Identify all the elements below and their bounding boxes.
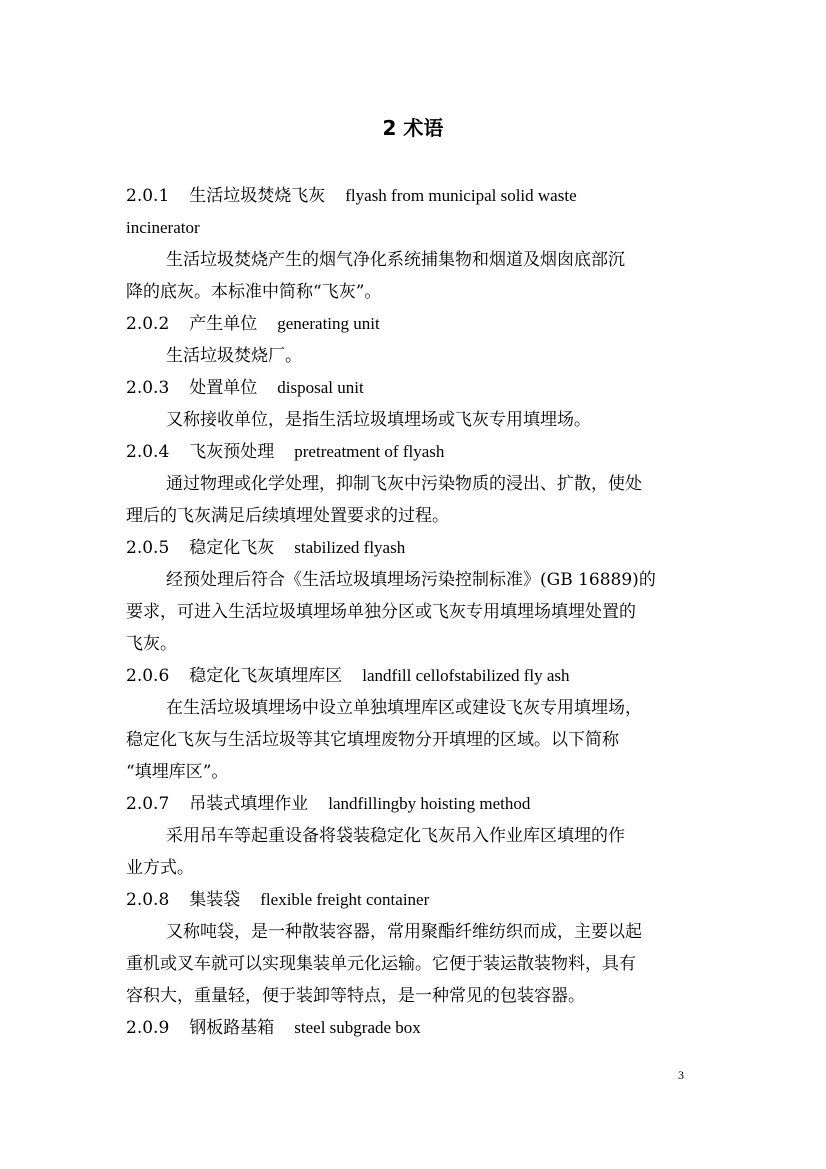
term-definition	[126, 404, 704, 436]
term-heading	[126, 180, 704, 244]
term-number: 2.0.3	[126, 378, 170, 398]
definition-line: 经预处理后符合《生活垃圾填埋场污染控制标准》(GB 16889)的	[166, 570, 656, 590]
term-entry	[126, 180, 704, 308]
term-english: landfill cellofstabilized fly ash	[362, 666, 570, 685]
term-number: 2.0.2	[126, 314, 170, 334]
term-chinese: 生活垃圾焚烧飞灰	[189, 186, 326, 206]
term-english: pretreatment of flyash	[294, 442, 445, 461]
term-entry	[126, 788, 704, 884]
term-english-continued: incinerator	[126, 218, 200, 237]
term-entry	[126, 372, 704, 436]
term-chinese: 钢板路基箱	[189, 1018, 275, 1038]
page-number: 3	[678, 1068, 684, 1082]
definition-line: 生活垃圾焚烧产生的烟气净化系统捕集物和烟道及烟囱底部沉	[166, 250, 625, 270]
page-title: 2 术语	[382, 116, 444, 140]
term-english: steel subgrade box	[294, 1018, 421, 1037]
term-heading	[126, 788, 704, 820]
term-chinese: 处置单位	[189, 378, 258, 398]
term-english: flexible freight container	[260, 890, 430, 909]
term-heading	[126, 308, 704, 340]
term-english: stabilized flyash	[294, 538, 406, 557]
term-definition	[126, 468, 704, 532]
term-definition	[126, 244, 704, 308]
term-number: 2.0.1	[126, 186, 170, 206]
definition-line: 采用吊车等起重设备将袋装稳定化飞灰吊入作业库区填埋的作	[166, 826, 625, 846]
term-heading	[126, 660, 704, 692]
term-chinese: 吊装式填埋作业	[189, 794, 309, 814]
term-chinese: 产生单位	[189, 314, 258, 334]
term-chinese: 稳定化飞灰填埋库区	[189, 666, 343, 686]
definition-line: 通过物理或化学处理，抑制飞灰中污染物质的浸出、扩散，使处	[166, 474, 642, 494]
terms-list	[126, 180, 704, 1044]
definition-line: 业方式。	[126, 858, 194, 878]
term-number: 2.0.6	[126, 666, 170, 686]
term-entry	[126, 532, 704, 660]
term-entry	[126, 1012, 704, 1044]
term-entry	[126, 308, 704, 372]
definition-line: 稳定化飞灰与生活垃圾等其它填埋废物分开填埋的区域。以下简称	[126, 730, 619, 750]
definition-line: 要求，可进入生活垃圾填埋场单独分区或飞灰专用填埋场填埋处置的	[126, 602, 636, 622]
definition-line: 降的底灰。本标准中简称“飞灰”。	[126, 282, 382, 302]
term-english: generating unit	[277, 314, 380, 333]
term-chinese: 集装袋	[189, 890, 241, 910]
term-chinese: 飞灰预处理	[189, 442, 275, 462]
term-english: flyash from municipal solid waste	[345, 186, 577, 205]
term-number: 2.0.8	[126, 890, 170, 910]
definition-line: 又称接收单位，是指生活垃圾填埋场或飞灰专用填埋场。	[166, 410, 591, 430]
definition-line: 容积大，重量轻，便于装卸等特点，是一种常见的包装容器。	[126, 986, 585, 1006]
definition-line: 在生活垃圾填埋场中设立单独填埋库区或建设飞灰专用填埋场，	[166, 698, 642, 718]
definition-line: “填埋库区”。	[126, 762, 229, 782]
term-number: 2.0.9	[126, 1018, 170, 1038]
term-number: 2.0.7	[126, 794, 170, 814]
term-entry	[126, 884, 704, 1012]
term-heading	[126, 436, 704, 468]
term-definition	[126, 916, 704, 1012]
term-heading	[126, 1012, 704, 1044]
term-definition	[126, 692, 704, 788]
term-english: disposal unit	[277, 378, 364, 397]
term-number: 2.0.4	[126, 442, 170, 462]
term-number: 2.0.5	[126, 538, 170, 558]
term-chinese: 稳定化飞灰	[189, 538, 275, 558]
term-entry	[126, 660, 704, 788]
definition-line: 又称吨袋，是一种散装容器，常用聚酯纤维纺织而成，主要以起	[166, 922, 642, 942]
term-heading	[126, 884, 704, 916]
definition-line: 飞灰。	[126, 634, 177, 654]
definition-line: 重机或叉车就可以实现集装单元化运输。它便于装运散装物料，具有	[126, 954, 636, 974]
term-definition	[126, 820, 704, 884]
definition-line: 理后的飞灰满足后续填埋处置要求的过程。	[126, 506, 449, 526]
term-entry	[126, 436, 704, 532]
term-definition	[126, 340, 704, 372]
term-heading	[126, 372, 704, 404]
term-heading	[126, 532, 704, 564]
term-definition	[126, 564, 704, 660]
term-english: landfillingby hoisting method	[328, 794, 531, 813]
definition-line: 生活垃圾焚烧厂。	[166, 346, 302, 366]
